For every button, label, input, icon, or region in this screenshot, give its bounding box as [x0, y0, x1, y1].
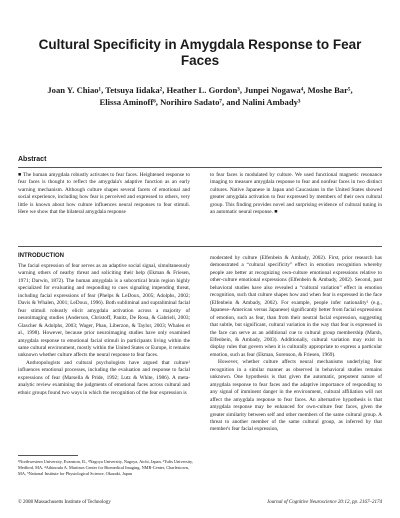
abstract-right-column: [210, 172, 382, 217]
abstract-top-rule: [18, 167, 382, 168]
intro-paragraph: Anthropologists and cultural psychologists have argued that culture¹ influences emotional processes, including the evaluation and response to facial expressions of fear (Marsella & Pride, 1992; Lutz & White, 1986). A meta-analytic review examining the judgments of emotional faces across cultural and ethnic groups found two ways in which the recognition of the fear expression is: [18, 359, 190, 396]
journal-citation: Journal of Cognitive Neuroscience 20:12, pp. 2167–2174: [266, 500, 382, 505]
abstract-left-column: [18, 172, 190, 217]
abstract-bottom-rule: [18, 246, 382, 247]
abstract-text-right: to fear faces is modulated by culture. We used functional magnetic resonance imaging to measure amygdala response to fear and nonfear faces in two distinct cultures. Native Japanese in Japan and Caucasians in the United States showed greater amygdala activation to fear expressed by members of their own cultural group. This finding provides novel and surprising evidence of cultural tuning in an automatic neural response. ■: [210, 172, 382, 216]
intro-paragraph: The facial expression of fear serves as an adaptive social signal, simultaneously warning others of nearby threat and soliciting their help (Ekman & Friesen, 1971; Darwin, 1872). The human amygdala is a subcortical brain region highly specialized for evaluating and responding to cues signaling impending threat, including facial expressions of fear (Phelps & LeDoux, 2005; Adolphs, 2002; Davis & Whalen, 2001; LeDoux, 1996). Both subliminal and supraliminal facial fear stimuli robustly elicit amygdala activation across a majority of neuroimaging studies (Anderson, Christoff, Panitz, De Rosa, & Gabrieli, 2003; Glascher & Adolphs, 2003; Wager, Phan, Liberzon, & Taylor, 2003; Whalen et al., 1998). However, because prior neuroimaging studies have only examined amygdala response to emotional facial stimuli in participants living within the same cultural environment, mostly within the United States or Europe, it remains unknown whether culture affects the neural response to fear faces.: [18, 263, 190, 359]
introduction-heading: INTRODUCTION: [18, 253, 64, 259]
intro-paragraph: However, whether culture affects neural mechanisms underlying fear recognition in a similar manner as observed in behavioral studies remains unknown. One hypothesis is that given the automatic, prepotent nature of amygdala response to fear faces and the adaptive importance of responding to any signal of imminent danger in the environment, cultural affiliation will not affect the amygdala response to fear faces. An alternative hypothesis is that amygdala response may be enhanced for own-culture fear faces, given the greater similarity between self and other members of the same cultural group. A threat to another member of the same cultural group, as inferred by that member's fear facial expression,: [210, 359, 382, 433]
footnote-rule: [18, 455, 78, 456]
author-list: Joan Y. Chiao¹, Tetsuya Iidaka², Heather L. Gordon³, Junpei Nogawa⁴, Moshe Bar⁵, Elissa Aminoff⁶, Norihiro Sadato⁷, and Nalini Ambady³: [47, 85, 353, 107]
intro-left-column: [18, 263, 190, 397]
paper-title: Cultural Specificity in Amygdala Response to Fear Faces: [38, 37, 362, 68]
intro-paragraph: moderated by culture (Elfenbein & Ambady, 2002). First, prior research has demonstrated a “cultural specificity” effect in emotion recognition whereby people are better at recognizing own-culture emotional expressions relative to other-culture emotional expressions (Elfenbein & Ambady, 2002). Second, past behavioral studies have also revealed a “cultural variation” effect in emotion recognition, such that culture shapes how and when fear is expressed in the face (Elfenbein & Ambady, 2002). For example, people infer nationality² (e.g., Japanese–American versus Japanese) significantly better from facial expressions of emotion, such as fear, than from their neutral facial expression, suggesting that subtle, but significant, cultural variation in the way that fear is expressed in the face can serve as an additional cue to cultural group membership (Marsh, Elfenbein, & Ambady, 2003). Additionally, cultural variation may exist in display rules that govern when it is culturally appropriate to express a particular emotion, such as fear (Ekman, Sorenson, & Friesen, 1969).: [210, 255, 382, 358]
affiliation-footnote: ¹Northwestern University, Evanston, IL, ²Nagoya University, Nagoya, Aichi, Japan, ³Tufts University, Medford, MA, ⁴Athinoula A. Martinos Center for Biomedical Imaging, NMR-Center, Charlestown, MA, ⁵National Institute for Physiological Science, Okazaki, Japan: [18, 459, 193, 476]
abstract-heading: Abstract: [18, 156, 47, 163]
abstract-text-left: ■ The human amygdala robustly activates to fear faces. Heightened response to fear faces is thought to reflect the amygdala's adaptive function as an early warning mechanism. Although culture shapes several facets of emotional and social experience, including how fear is perceived and expressed to others, very little is known about how culture influences neural responses to fear stimuli. Here we show that the bilateral amygdala response: [18, 172, 190, 216]
intro-right-column: [210, 255, 382, 434]
copyright-line: © 2008 Massachusetts Institute of Technology: [18, 500, 111, 505]
